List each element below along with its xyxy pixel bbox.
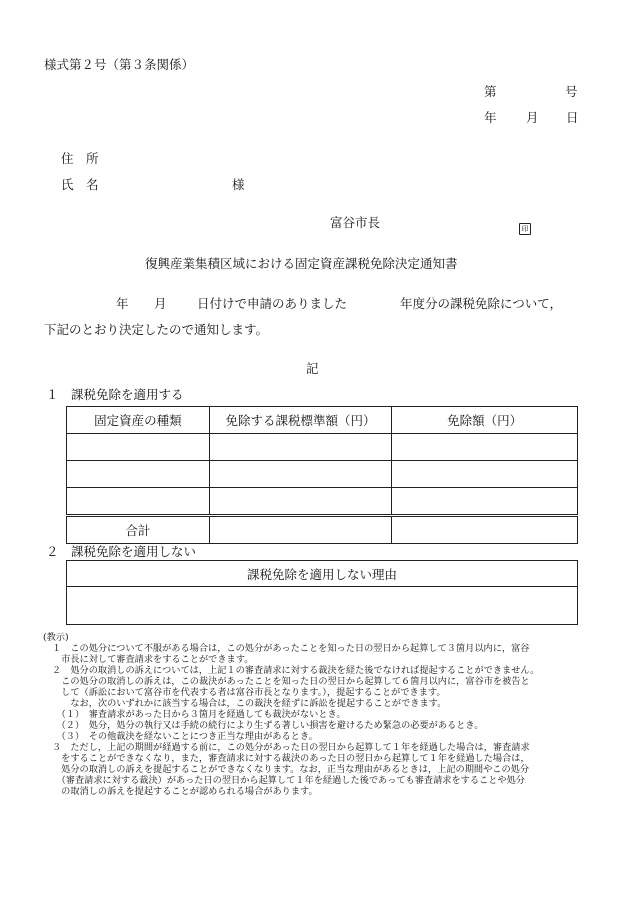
instruction-line: （３） その他裁決を経ないことにつき正当な理由があるとき。: [52, 731, 318, 742]
instruction-line: 処分の取消しの訴えを提起することができなくなります。なお，正当な理由があるときは，上記の期間やこの処分: [52, 764, 530, 775]
table-cell[interactable]: [67, 488, 210, 516]
table-cell[interactable]: [392, 488, 578, 516]
instruction-line: この処分の取消しの訴えは，この裁決があったことを知った日の翌日から起算して６箇月以内に，富谷市を被告と: [52, 676, 530, 687]
address-label: 住 所: [61, 151, 99, 166]
non-exemption-table: [66, 560, 578, 625]
instruction-line: １ この処分について不服がある場合は，この処分があったことを知った日の翌日から起算して３箇月以内に，富谷: [52, 643, 530, 654]
table-cell[interactable]: [209, 434, 392, 461]
seal-mark: [519, 216, 531, 235]
instruction-line: ３ ただし，上記の期間が経過する前に，この処分があった日の翌日から起算して１年を経過した場合は，審査請求: [52, 742, 530, 753]
table-header-row: [67, 407, 578, 434]
table-cell[interactable]: [209, 488, 392, 516]
ki-heading: 記: [306, 361, 319, 376]
body-month: 月: [154, 296, 167, 311]
body-line-2: 下記のとおり決定したので通知します。: [44, 322, 269, 337]
instruction-line: 市長に対して審査請求をすることができます。: [52, 654, 254, 665]
instructions-heading: (教示): [43, 632, 69, 643]
reason-header: 課税免除を適用しない理由: [67, 561, 578, 587]
col-tax-base: 免除する課税標準額（円）: [209, 407, 392, 434]
date-month: 月: [526, 110, 539, 125]
table-cell[interactable]: [209, 461, 392, 488]
instruction-line: （１） 審査請求があった日から３箇月を経過しても裁決がないとき。: [52, 709, 346, 720]
exemption-table: [66, 406, 578, 544]
reason-row: [67, 587, 578, 625]
instruction-line: ２ 処分の取消しの訴えについては，上記１の審査請求に対する裁決を経た後でなければ提起することができません。: [52, 665, 540, 676]
form-number: 様式第２号（第３条関係）: [44, 57, 195, 72]
reason-value[interactable]: [67, 587, 578, 625]
body-year: 年: [116, 296, 129, 311]
body-date-text: 日付けで申請のありました: [197, 296, 348, 311]
table-row: [67, 488, 578, 516]
total-exemption[interactable]: [392, 516, 578, 544]
table-cell[interactable]: [67, 461, 210, 488]
instruction-line: の取消しの訴えを提起することが認められる場合があります。: [52, 786, 318, 797]
instruction-line: （審査請求に対する裁決）があった日の翌日から起算して１年を経過した後であっても審査請求をすることや処分: [52, 775, 525, 786]
table-cell[interactable]: [392, 434, 578, 461]
doc-no-dai: 第: [484, 84, 497, 99]
seal-char: 印: [519, 223, 531, 235]
reason-header-row: [67, 561, 578, 587]
instruction-line: （２） 処分，処分の執行又は手続の続行により生ずる著しい損害を避けるため緊急の必要があるとき。: [52, 720, 484, 731]
table-cell[interactable]: [67, 434, 210, 461]
body-fiscal-text: 年度分の課税免除について，: [400, 296, 563, 311]
section-2-heading: ２ 課税免除を適用しない: [46, 544, 197, 559]
table-cell[interactable]: [392, 461, 578, 488]
instruction-line: をすることができなくなり，また，審査請求に対する裁決のあった日の翌日から起算して１年を経過した場合は，: [52, 753, 530, 764]
total-row: [67, 516, 578, 544]
col-exemption-amount: 免除額（円）: [392, 407, 578, 434]
instruction-line: なお，次のいずれかに該当する場合は，この裁決を経ずに訴訟を提起することができます。: [52, 698, 447, 709]
issuer: 富谷市長: [330, 215, 381, 230]
total-label: 合計: [67, 516, 210, 544]
col-asset-type: 固定資産の種類: [67, 407, 210, 434]
date-day: 日: [566, 110, 579, 125]
instruction-line: して（訴訟において富谷市を代表する者は富谷市長となります。），提起することができます。: [52, 687, 446, 698]
document-title: 復興産業集積区域における固定資産課税免除決定通知書: [145, 256, 458, 271]
name-label: 氏 名: [61, 177, 99, 192]
doc-no-go: 号: [565, 84, 578, 99]
table-row: [67, 434, 578, 461]
honorific-sama: 様: [232, 177, 245, 192]
section-1-heading: １ 課税免除を適用する: [46, 387, 184, 402]
instructions: [44, 632, 589, 797]
table-row: [67, 461, 578, 488]
date-year: 年: [484, 110, 497, 125]
total-tax-base[interactable]: [209, 516, 392, 544]
